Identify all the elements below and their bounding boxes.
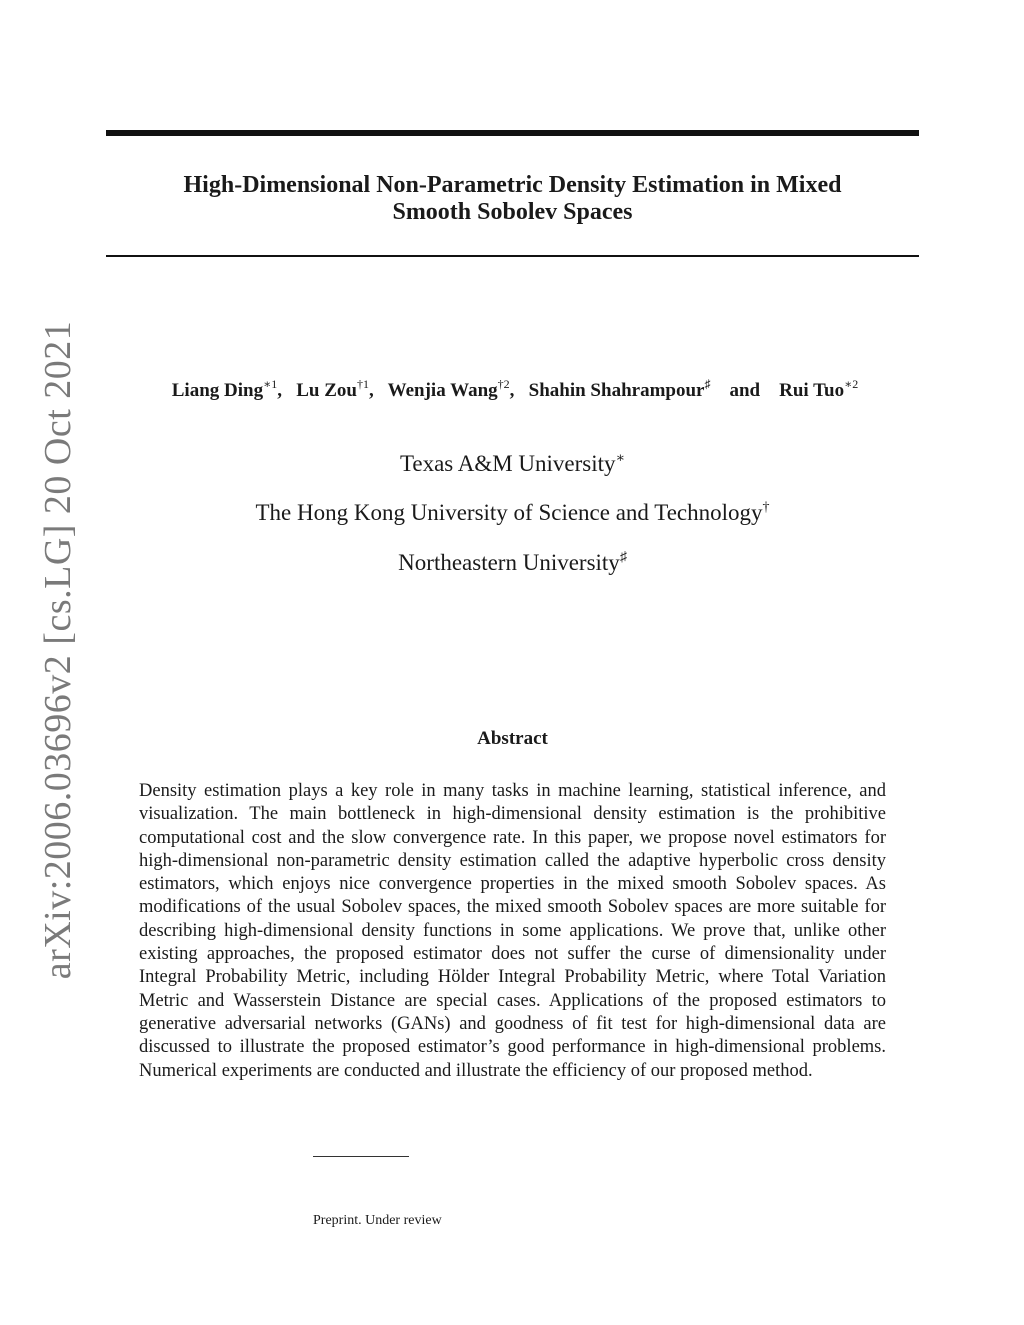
- affiliation-mark: ∗: [615, 451, 626, 466]
- author-name: Wenjia Wang: [387, 380, 498, 401]
- author-separator: ,: [277, 380, 282, 401]
- affiliation-name: Northeastern University: [398, 550, 620, 575]
- author-affiliation-mark: ♯: [704, 377, 711, 391]
- author-separator: ,: [509, 380, 515, 401]
- author-affiliation-mark: †2: [497, 377, 510, 391]
- affiliation-mark: †: [762, 500, 770, 515]
- author-name: Lu Zou: [296, 380, 357, 401]
- abstract-body: Density estimation plays a key role in many tasks in machine learning, statistical inference, and visualization. The main bottleneck in high-dimensional density estimation is the prohibitive computational cost and the slow convergence rate. In this paper, we propose novel estimators for high-dimensional non-parametric density estimation called the adaptive hyperbolic cross density estimators, which enjoys nice convergence properties in the mixed smooth Sobolev spaces. As modifications of the usual Sobolev spaces, the mixed smooth Sobolev spaces are more suitable for describing high-dimensional density functions in some applications. We prove that, unlike other existing approaches, the proposed estimator does not suffer the curse of dimensionality under Integral Probability Metric, including Hölder Integral Probability Metric, where Total Variation Metric and Wasserstein Distance are special cases. Applications of the proposed estimators to generative adversarial networks (GANs) and goodness of fit test for high-dimensional data are discussed to illustrate the proposed estimator’s good performance in high-dimensional problems. Numerical experiments are conducted and illustrate the efficiency of our proposed method.: [139, 781, 886, 1081]
- author-name: Rui Tuo: [779, 380, 845, 401]
- footnote: Preprint. Under review: [313, 1213, 442, 1228]
- affiliation: [106, 550, 919, 576]
- affiliation: [106, 450, 919, 477]
- affiliation-mark: ♯: [619, 550, 627, 565]
- title-bottom-rule: [106, 255, 919, 257]
- title-top-rule: [106, 130, 919, 136]
- paper-title-line-2: Smooth Sobolev Spaces: [392, 199, 633, 225]
- author-affiliation-mark: ∗2: [844, 377, 859, 391]
- arxiv-identifier-stamp: arXiv:2006.03696v2 [cs.LG] 20 Oct 2021: [37, 320, 79, 980]
- footnote-rule: [313, 1156, 409, 1157]
- affiliation: [106, 500, 919, 526]
- paper-title-line-1: High-Dimensional Non-Parametric Density Estimation in Mixed: [183, 172, 842, 198]
- abstract-heading: Abstract: [477, 728, 548, 749]
- author-name: Shahin Shahrampour: [528, 380, 705, 401]
- author-affiliation-mark: ∗1: [263, 377, 278, 391]
- author-separator: ,: [368, 380, 374, 401]
- author-conjunction: and: [729, 380, 761, 401]
- author-name: Liang Ding: [171, 380, 264, 401]
- paper-title: [106, 172, 919, 226]
- author-affiliation-mark: †1: [356, 377, 369, 391]
- author-list: [106, 377, 924, 402]
- affiliation-name: Texas A&M University: [399, 451, 616, 476]
- affiliation-name: The Hong Kong University of Science and Technology: [255, 500, 763, 525]
